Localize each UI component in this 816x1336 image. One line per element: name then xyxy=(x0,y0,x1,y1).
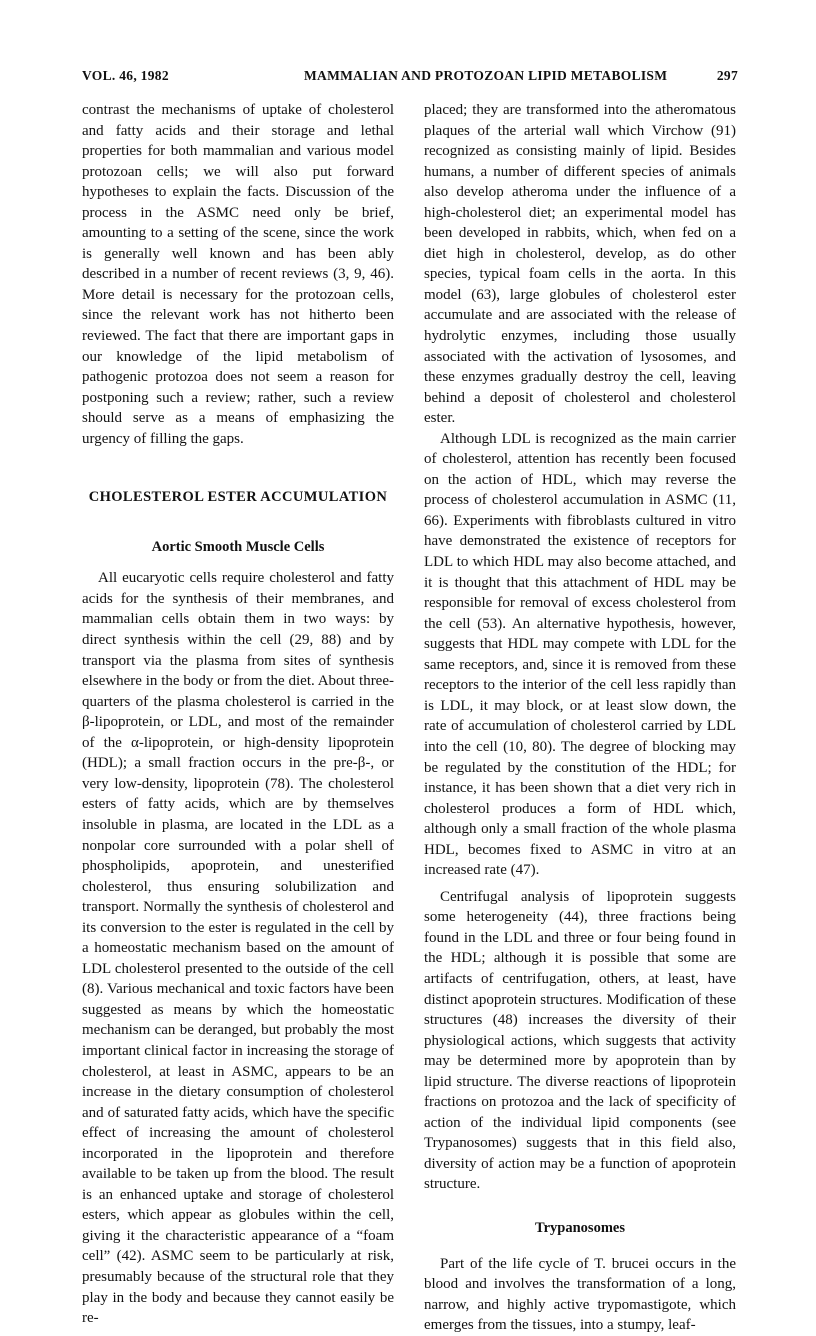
right-column xyxy=(424,100,736,1336)
ldl-paragraph: Although LDL is recognized as the main carrier of cholesterol, attention has recently been focused on the action of HDL, which may reverse the process of cholesterol accumulation in ASMC (11, 66). Experiments with fibroblasts cultured in vitro have demonstrated the existence of receptors for LDL to which HDL may also become attached, and it is thought that this attachment of HDL may be responsible for removal of excess cholesterol from the cell (53). An alternative hypothesis, however, suggests that HDL may compete with LDL for the same receptors, and, since it is removed from these receptors to the interior of the cell less rapidly than is LDL, it may block, or at least slow down, the rate of accumulation of cholesterol carried by LDL into the cell (10, 80). The degree of blocking may be regulated by the constitution of the HDL; for instance, it has been shown that a diet very rich in cholesterol produces a form of HDL which, although only a small fraction of the whole plasma HDL, becomes fixed to ASMC in vitro at an increased rate (47). xyxy=(424,430,736,879)
asmc-paragraph: All eucaryotic cells require cholesterol and fatty acids for the synthesis of their membranes, and mammalian cells obtain them in two ways: by direct synthesis within the cell (29, 88) and by transport via the plasma from sites of synthesis elsewhere in the body or from the diet. About three-quarters of the plasma cholesterol is carried in the β-lipoprotein, or LDL, and most of the remainder of the α-lipoprotein, or high-density lipoprotein (HDL); a small fraction occurs in the pre-β-, or very low-density, lipoprotein (78). The cholesterol esters of fatty acids, which are by themselves insoluble in plasma, are located in the LDL as a nonpolar core surrounded with a polar shell of phospholipids, apoprotein, and unesterified cholesterol, thus ensuring solubilization and transport. Normally the synthesis of cholesterol and its conversion to the ester is regulated in the cell by a homeostatic mechanism based on the amount of LDL cholesterol presented to the outside of the cell (8). Various mechanical and toxic factors have been suggested as means by which the homeostatic mechanism can be deranged, but probably the most important clinical factor in increasing the storage of cholesterol, at least in ASMC, appears to be an increase in the dietary consumption of cholesterol and of saturated fatty acids, which have the specific effect of increasing the amount of cholesterol incorporated in the lipoprotein and therefore available to be taken up from the blood. The result is an enhanced uptake and storage of cholesterol esters, which appear as globules within the cell, giving it the characteristic appearance of a “foam cell” (42). ASMC seem to be particularly at risk, presumably because of the structural role that they play in the body and because they cannot easily be re- xyxy=(82,570,394,1327)
centrifugal-paragraph: Centrifugal analysis of lipoprotein suggests some heterogeneity (44), three fractions being found in the LDL and three or four being found in the HDL; although it is possible that some are artifacts of centrifugation, others, at least, have distinct apoprotein structures. Modification of these structures (48) increases the diversity of their physiological actions, which suggests that activity may be determined more by apoprotein than by lipid structure. The diverse reactions of lipoprotein fractions on protozoa and the lack of specificity of action of the individual lipid components (see Trypanosomes) suggests that in this field also, diversity of action may be a function of apoprotein structure. xyxy=(424,888,736,1193)
running-header xyxy=(82,68,738,90)
left-column xyxy=(82,100,394,1329)
intro-paragraph: contrast the mechanisms of uptake of cholesterol and fatty acids and their storage and lethal properties for both mammalian and various model protozoan cells; we will also put forward hypotheses to explain the facts. Discussion of the process in the ASMC need only be brief, amounting to a setting of the scene, since the work is generally well known and has been ably described in a number of recent reviews (3, 9, 46). More detail is necessary for the protozoan cells, since the relevant work has not hitherto been reviewed. The fact that there are important gaps in our knowledge of the lipid metabolism of pathogenic protozoa does not seem a reason for postponing such a review; rather, such a review should serve as a means of emphasizing the urgency of filling the gaps. xyxy=(82,102,394,447)
continued-paragraph: placed; they are transformed into the atheromatous plaques of the arterial wall which Virchow (91) recognized as consisting mainly of lipid. Besides humans, a number of different species of animals also develop atheroma under the influence of a high-cholesterol diet; an experimental model has been developed in rabbits, which, when fed on a diet high in cholesterol, develop, as do other species, typical foam cells in the aorta. In this model (63), large globules of cholesterol ester accumulate and are associated with the release of hydrolytic enzymes, including those usually associated with the activation of lysosomes, and these enzymes gradually destroy the cell, leaving behind a deposit of cholesterol and cholesterol ester. xyxy=(424,102,736,427)
running-title: MAMMALIAN AND PROTOZOAN LIPID METABOLISM xyxy=(304,68,668,83)
trypanosomes-paragraph: Part of the life cycle of T. brucei occurs in the blood and involves the transformation of a long, narrow, and highly active trypomastigote, which emerges from the tissues, into a stumpy, leaf- xyxy=(424,1255,736,1334)
section-heading-cholesterol-ester: CHOLESTEROL ESTER ACCUMULATION xyxy=(88,489,388,506)
subheading-aortic-smooth-muscle: Aortic Smooth Muscle Cells xyxy=(151,538,325,555)
volume-label: VOL. 46, 1982 xyxy=(82,68,169,83)
subheading-trypanosomes: Trypanosomes xyxy=(535,1219,625,1236)
page-number: 297 xyxy=(716,68,738,83)
